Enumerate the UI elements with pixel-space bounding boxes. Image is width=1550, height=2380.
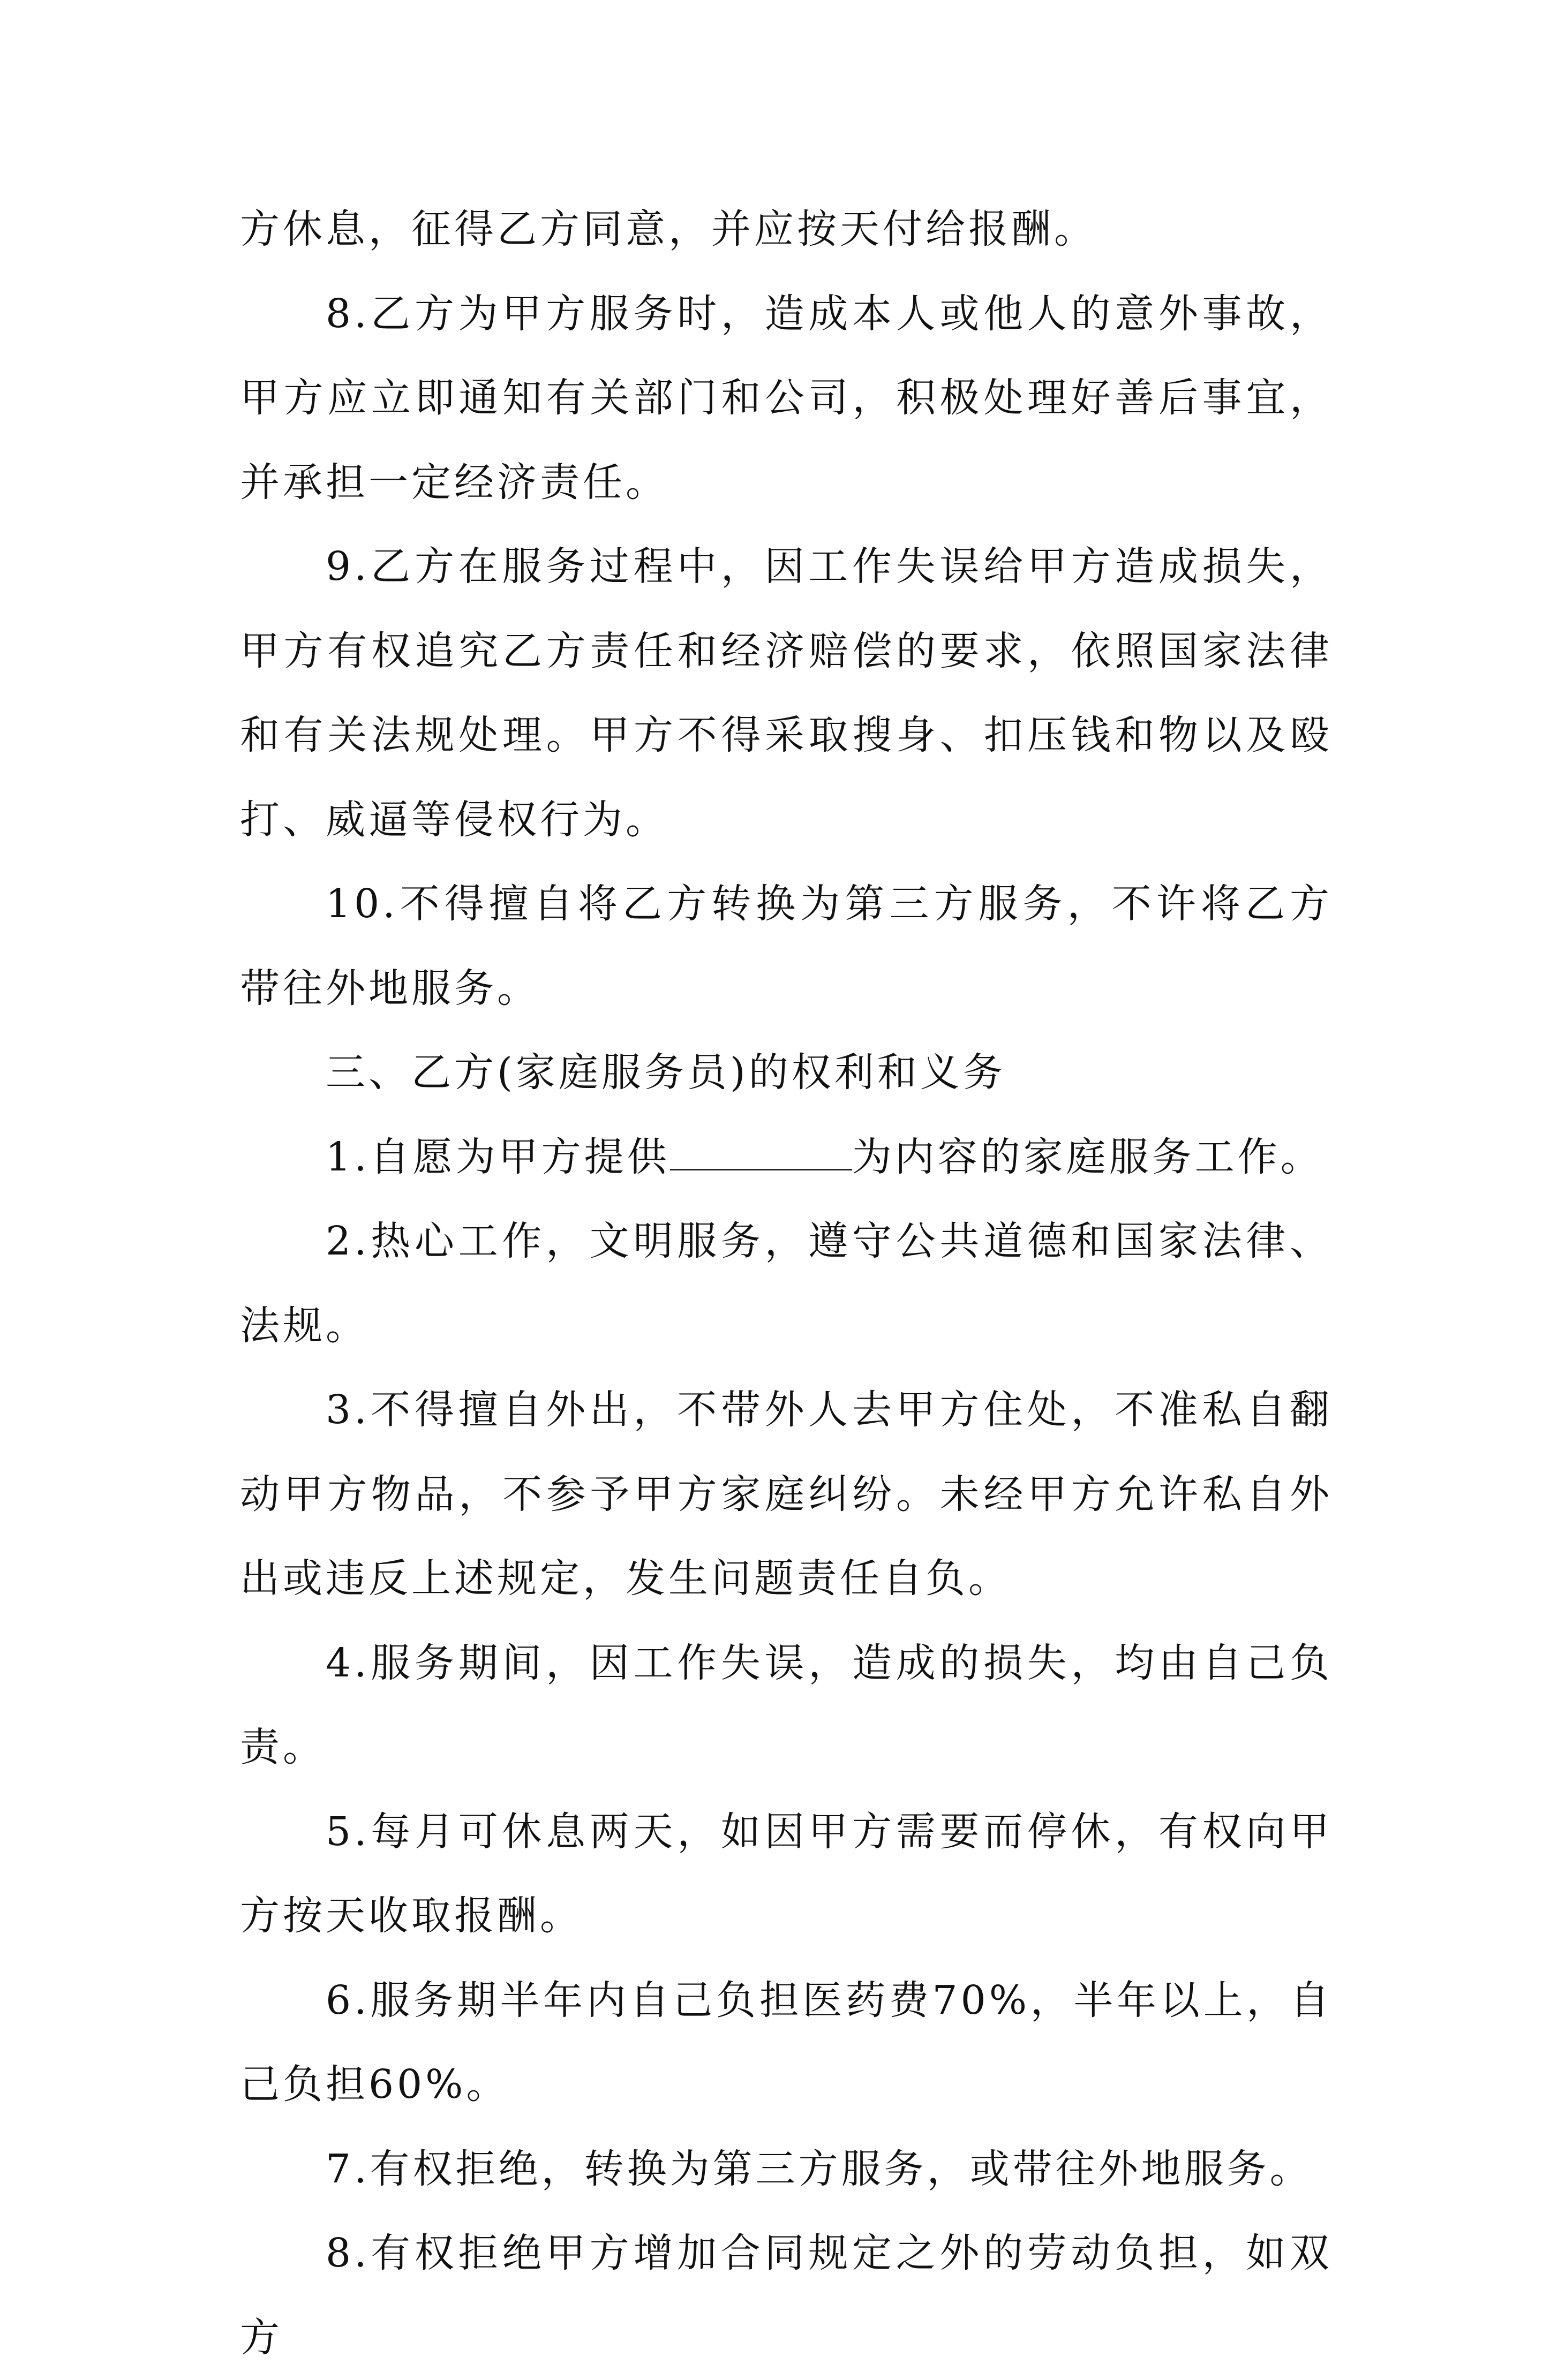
section-heading-rights-duties: 三、乙方(家庭服务员)的权利和义务 (326, 1049, 1006, 1095)
paragraph-clause-10-transfer: 10.不得擅自将乙方转换为第三方服务，不许将乙方带往外地服务。 (240, 881, 1333, 1011)
paragraph-clause-9-loss: 9.乙方在服务过程中，因工作失误给甲方造成损失，甲方有权追究乙方责任和经济赔偿的要求，依照国家法律和有关法规处理。甲方不得采取搜身、扣压钱和物以及殴打、威逼等侵权行为。 (240, 543, 1333, 843)
service-content-blank-field[interactable] (670, 1137, 852, 1170)
paragraph-duty-2-conduct: 2.热心工作，文明服务，遵守公共道德和国家法律、法规。 (240, 1218, 1333, 1349)
paragraph-duty-6-medical: 6.服务期半年内自己负担医药费70%，半年以上，自己负担60%。 (240, 1977, 1333, 2107)
duty-1-text-before: 1.自愿为甲方提供 (326, 1134, 670, 1180)
paragraph-duty-8-extra-labor: 8.有权拒绝甲方增加合同规定之外的劳动负担，如双方 (240, 2230, 1333, 2361)
paragraph-duty-1-service (240, 1115, 1333, 1200)
paragraph-duty-4-liability: 4.服务期间，因工作失误，造成的损失，均由自己负责。 (240, 1639, 1333, 1770)
paragraph-duty-7-refuse-transfer: 7.有权拒绝，转换为第三方服务，或带往外地服务。 (326, 2145, 1313, 2192)
paragraph-clause-8-accident: 8.乙方为甲方服务时，造成本人或他人的意外事故，甲方应立即通知有关部门和公司，积极处理好善后事宜，并承担一定经济责任。 (240, 290, 1333, 505)
document-body (240, 187, 1333, 2380)
duty-1-text-after: 为内容的家庭服务工作。 (852, 1134, 1323, 1180)
paragraph-continuation: 方休息，征得乙方同意，并应按天付给报酬。 (240, 206, 1097, 252)
paragraph-duty-5-rest-days: 5.每月可休息两天，如因甲方需要而停休，有权向甲方按天收取报酬。 (240, 1808, 1333, 1939)
paragraph-duty-3-restrictions: 3.不得擅自外出，不带外人去甲方住处，不准私自翻动甲方物品，不参予甲方家庭纠纷。未经甲方允许私自外出或违反上述规定，发生问题责任自负。 (240, 1387, 1333, 1601)
